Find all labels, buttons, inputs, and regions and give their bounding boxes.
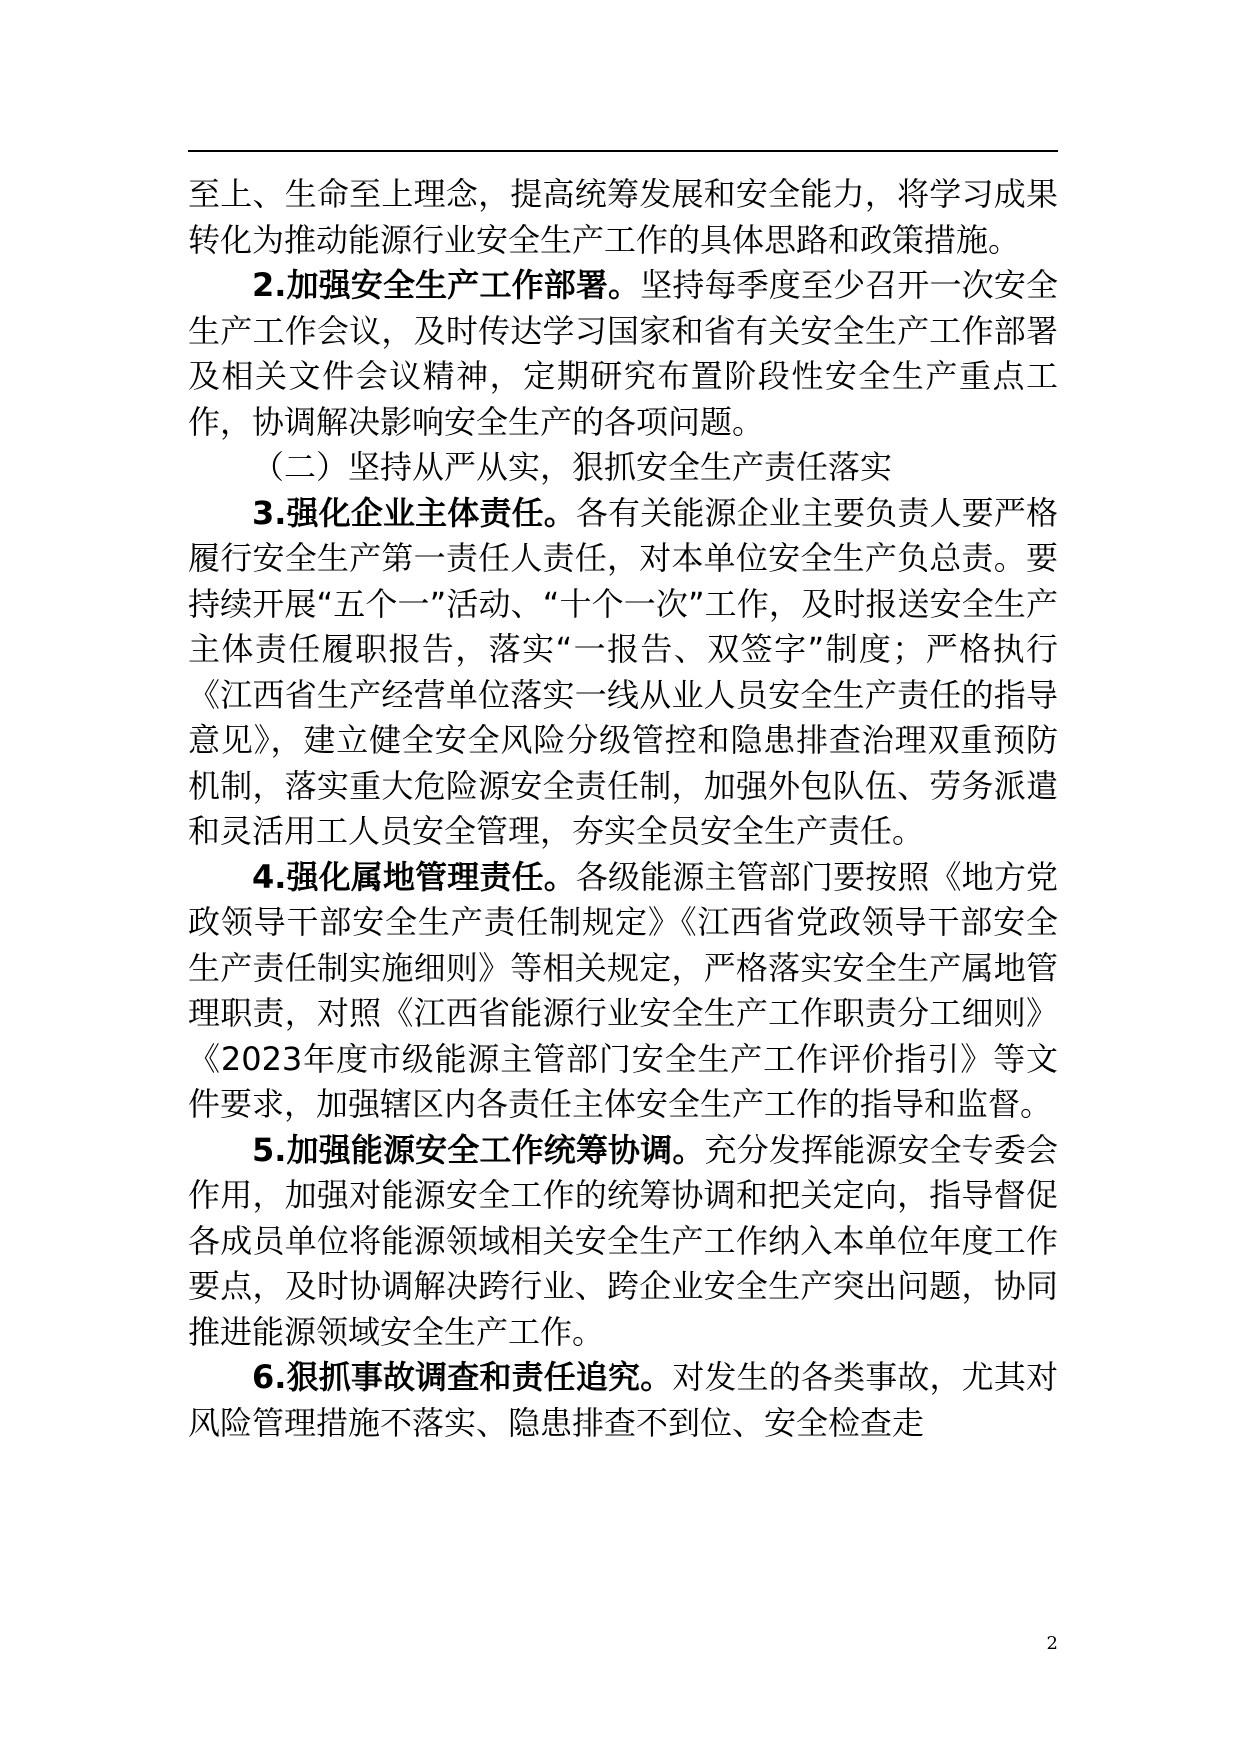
paragraph-item-5-text: 充分发挥能源安全专委会作用，加强对能源安全工作的统筹协调和把关定向，指导督促各成员单位将能源领域相关安全生产工作纳入本单位年度工作要点，及时协调解决跨行业、跨企业安全生产突出问题，协同推进能源领域安全生产工作。 [188, 1130, 1058, 1351]
paragraph-item-6-text: 对发生的各类事故，尤其对风险管理措施不落实、隐患排查不到位、安全检查走 [188, 1358, 1058, 1442]
paragraph-item-3-text: 各有关能源企业主要负责人要严格履行安全生产第一责任人责任，对本单位安全生产负总责。要持续开展“五个一”活动、“十个一次”工作，及时报送安全生产主体责任履职报告，落实“一报告、双签字”制度；严格执行《江西省生产经营单位落实一线从业人员安全生产责任的指导意见》，建立健全安全风险分级管控和隐患排查治理双重预防机制，落实重大危险源安全责任制，加强外包队伍、劳务派遣和灵活用工人员安全管理，夯实全员安全生产责任。 [188, 493, 1058, 850]
continuation-text: 至上、生命至上理念，提高统筹发展和安全能力，将学习成果转化为推动能源行业安全生产工作的具体思路和政策措施。 [188, 175, 1058, 259]
paragraph-item-4 [188, 855, 1058, 1128]
document-body [188, 172, 1058, 1446]
paragraph-item-4-heading: 4.强化属地管理责任。 [252, 857, 576, 896]
section-heading-2 [188, 445, 1058, 491]
section-heading-2-text: （二）坚持从严从实，狠抓安全生产责任落实 [252, 448, 893, 486]
paragraph-item-6 [188, 1355, 1058, 1446]
paragraph-item-5 [188, 1128, 1058, 1356]
paragraph-item-2 [188, 263, 1058, 445]
paragraph-item-3-heading: 3.强化企业主体责任。 [252, 493, 576, 532]
paragraph-item-2-heading: 2.加强安全生产工作部署。 [252, 266, 641, 304]
paragraph-item-5-heading: 5.加强能源安全工作统筹协调。 [252, 1130, 705, 1169]
paragraph-item-2-text: 坚持每季度至少召开一次安全生产工作会议，及时传达学习国家和省有关安全生产工作部署及相关文件会议精神，定期研究布置阶段性安全生产重点工作，协调解决影响安全生产的各项问题。 [188, 266, 1058, 441]
paragraph-item-3 [188, 491, 1058, 855]
page-number: 2 [1046, 1633, 1058, 1654]
paragraph-item-6-heading: 6.狠抓事故调查和责任追究。 [252, 1358, 673, 1396]
header-rule [188, 150, 1058, 152]
continuation-paragraph [188, 172, 1058, 263]
paragraph-item-4-text: 各级能源主管部门要按照《地方党政领导干部安全生产责任制规定》《江西省党政领导干部安全生产责任制实施细则》等相关规定，严格落实安全生产属地管理职责，对照《江西省能源行业安全生产工作职责分工细则》《2023年度市级能源主管部门安全生产工作评价指引》等文件要求，加强辖区内各责任主体安全生产工作的指导和监督。 [188, 857, 1058, 1123]
